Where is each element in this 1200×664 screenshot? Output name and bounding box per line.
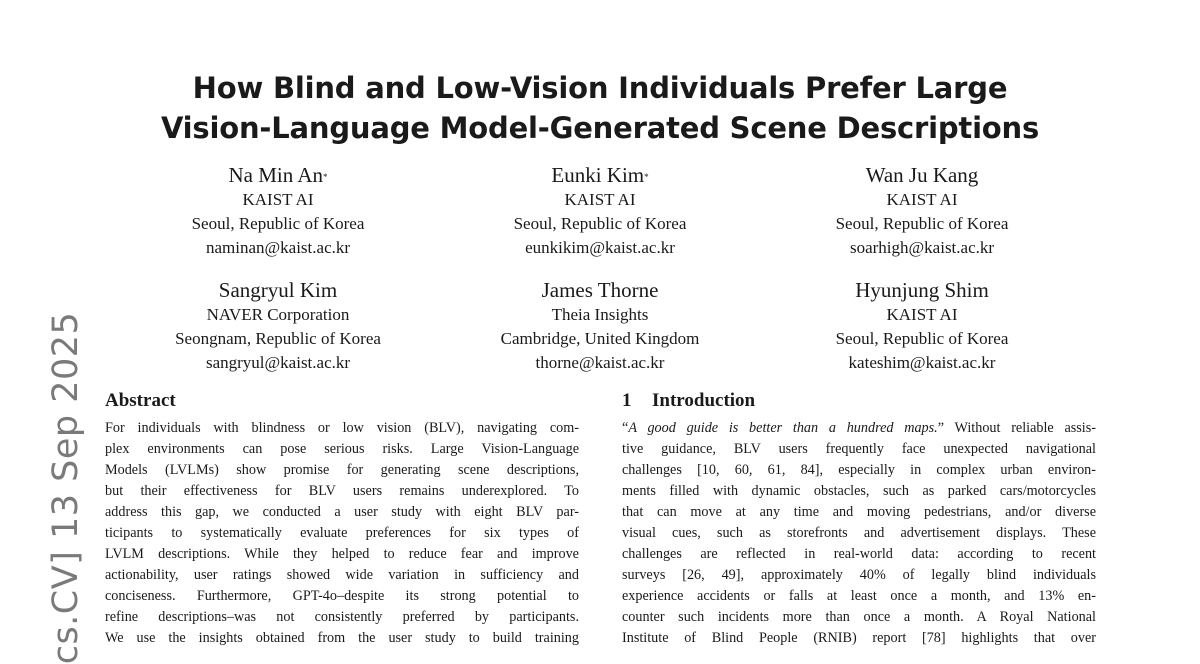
introduction-body (622, 418, 1096, 649)
author-email: eunkikim@kaist.ac.kr (525, 238, 675, 257)
paper-title (0, 68, 1200, 148)
author-affiliation: KAIST AI (886, 190, 958, 209)
introduction-line: Institute of Blind People (RNIB) report [78] highlights that over (622, 630, 1096, 646)
author-location: Seongnam, Republic of Korea (175, 329, 381, 348)
author-location: Cambridge, United Kingdom (500, 329, 700, 348)
author-name: Sangryul Kim (218, 278, 338, 302)
paper-title-line-2: Vision-Language Model-Generated Scene Descriptions (160, 111, 1040, 145)
author-affiliation: Theia Insights (551, 305, 649, 324)
author-affiliation: KAIST AI (564, 190, 636, 209)
author-name: Eunki Kim* (551, 163, 649, 187)
introduction-line: ments filled with dynamic obstacles, such as parked cars/motorcycles (622, 483, 1096, 499)
abstract-heading: Abstract (105, 390, 176, 411)
author-block (420, 277, 780, 375)
abstract-line: ticipants to systematically evaluate preferences for six types of (105, 525, 579, 541)
abstract-line: For individuals with blindness or low vision (BLV), navigating com- (105, 420, 579, 436)
abstract-line: but their effectiveness for BLV users remains underexplored. To (105, 483, 579, 499)
abstract-line: address this gap, we conducted a user study with eight BLV par- (105, 504, 579, 520)
author-location: Seoul, Republic of Korea (513, 214, 687, 233)
author-block (98, 162, 458, 260)
introduction-line: challenges are reflected in real-world data: according to recent (622, 546, 1096, 562)
author-block (742, 162, 1102, 260)
arxiv-sidebar-stamp: cs.CV] 13 Sep 2025 (46, 311, 86, 664)
abstract-line: We use the insights obtained from the user study to build training (105, 630, 579, 646)
introduction-line: experience accidents or falls at least once a month, and 13% en- (622, 588, 1096, 604)
author-affiliation: KAIST AI (242, 190, 314, 209)
author-block (98, 277, 458, 375)
introduction-line: challenges [10, 60, 61, 84], especially in complex urban environ- (622, 462, 1096, 478)
author-email: soarhigh@kaist.ac.kr (849, 238, 995, 257)
author-email: kateshim@kaist.ac.kr (848, 353, 996, 372)
abstract-section (105, 389, 579, 649)
equal-contribution-mark: * (323, 172, 328, 182)
abstract-line: actionability, user ratings showed wide variation in sufficiency and (105, 567, 579, 583)
abstract-body (105, 418, 579, 649)
author-location: Seoul, Republic of Korea (835, 214, 1009, 233)
introduction-heading (622, 389, 1096, 413)
author-affiliation: NAVER Corporation (206, 305, 350, 324)
author-email: sangryul@kaist.ac.kr (205, 353, 351, 372)
equal-contribution-mark: * (644, 172, 649, 182)
abstract-line: plex environments can pose serious risks. Large Vision-Language (105, 441, 579, 457)
author-name: Hyunjung Shim (855, 278, 989, 302)
introduction-line: visual cues, such as storefronts and advertisement displays. These (622, 525, 1096, 541)
abstract-line: refine descriptions–was not consistently preferred by participants. (105, 609, 579, 625)
author-name: Wan Ju Kang (865, 163, 979, 187)
introduction-section (622, 389, 1096, 649)
paper-title-line-1: How Blind and Low-Vision Individuals Prefer Large (192, 71, 1008, 105)
introduction-line: that can move at any time and moving pedestrians, and/or diverse (622, 504, 1096, 520)
abstract-line: Models (LVLMs) show promise for generating scene descriptions, (105, 462, 579, 478)
abstract-line: LVLM descriptions. While they helped to reduce fear and improve (105, 546, 579, 562)
opening-quote: A good guide is better than a hundred maps. (628, 420, 938, 436)
author-location: Seoul, Republic of Korea (191, 214, 365, 233)
introduction-line: tive guidance, BLV users frequently face unexpected navigational (622, 441, 1096, 457)
author-name: James Thorne (541, 278, 659, 302)
introduction-line: counter such incidents more than once a month. A Royal National (622, 609, 1096, 625)
author-affiliation: KAIST AI (886, 305, 958, 324)
author-email: naminan@kaist.ac.kr (205, 238, 351, 257)
author-location: Seoul, Republic of Korea (835, 329, 1009, 348)
introduction-line: surveys [26, 49], approximately 40% of legally blind individuals (622, 567, 1096, 583)
author-email: thorne@kaist.ac.kr (535, 353, 665, 372)
abstract-line: conciseness. Furthermore, GPT-4o–despite its strong potential to (105, 588, 579, 604)
author-name: Na Min An* (228, 163, 328, 187)
author-block (742, 277, 1102, 375)
introduction-line: “A good guide is better than a hundred maps.” Without reliable assis- (622, 420, 1096, 436)
section-number: 1 (622, 390, 632, 411)
author-block (420, 162, 780, 260)
section-title: Introduction (652, 390, 756, 411)
